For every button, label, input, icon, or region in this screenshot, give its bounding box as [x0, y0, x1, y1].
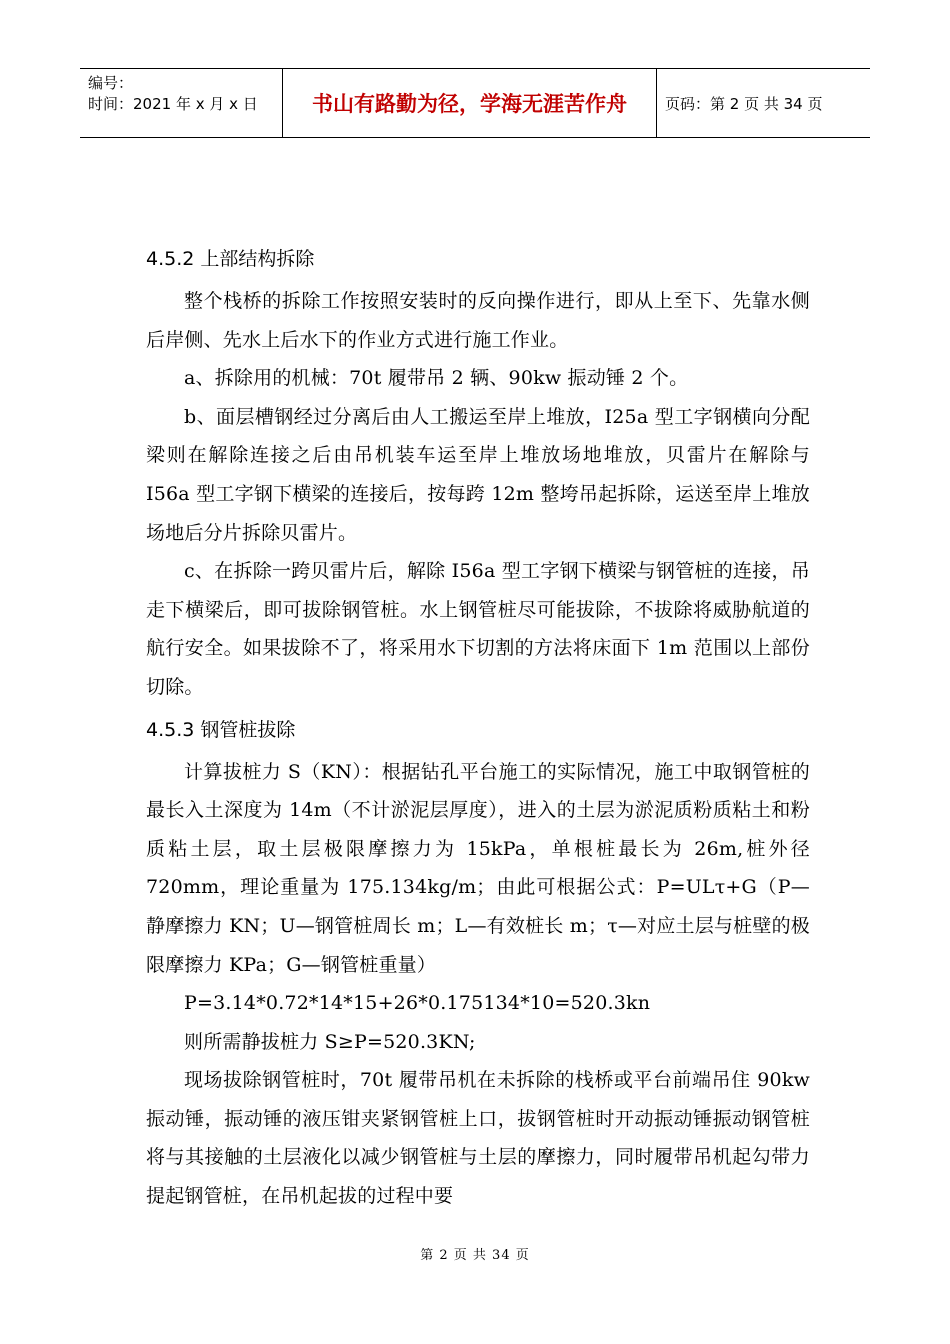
code-label: 编号： [88, 74, 134, 92]
paragraph: 计算拔桩力 S（KN）：根据钻孔平台施工的实际情况，施工中取钢管桩的最长入土深度为 14m（不计淤泥层厚度），进入的土层为淤泥质粉质粘土和粉质粘土层，取土层极限摩擦力为 15kPa，单根桩最长为 26m,桩外径 720mm，理论重量为 175.134kg/m；由此可根据公式：P=ULτ+G（P—静摩擦力 KN；U—钢管桩周长 m；L—有效桩长 m；τ—对应土层与桩壁的极限摩擦力 KPa；G—钢管桩重量） [146, 760, 810, 976]
formula-line: P=3.14*0.72*14*15+26*0.175134*10=520.3kn [184, 992, 651, 1015]
paragraph: 整个栈桥的拆除工作按照安装时的反向操作进行，即从上至下、先靠水侧后岸侧、先水上后水下的作业方式进行施工作业。 [146, 290, 810, 351]
page-header [80, 68, 870, 138]
document-body [146, 236, 810, 1216]
time-label: 时间：2021 年 x 月 x 日 [88, 95, 258, 113]
page-footer: 第 2 页 共 34 页 [420, 1248, 530, 1263]
paragraph: c、在拆除一跨贝雷片后，解除 I56a 型工字钢下横梁与钢管桩的连接，吊走下横梁后，即可拔除钢管桩。水上钢管桩尽可能拔除，不拔除将威胁航道的航行安全。如果拔除不了，将采用水下切割的方法将床面下 1m 范围以上部份切除。 [146, 560, 810, 698]
paragraph: b、面层槽钢经过分离后由人工搬运至岸上堆放，I25a 型工字钢横向分配梁则在解除连接之后由吊机装车运至岸上堆放场地堆放，贝雷片在解除与 I56a 型工字钢下横梁的连接后，按每跨 12m 整垮吊起拆除，运送至岸上堆放场地后分片拆除贝雷片。 [146, 405, 810, 544]
section-heading-453: 4.5.3 钢管桩拔除 [146, 718, 296, 741]
header-meta [80, 69, 282, 137]
paragraph: 现场拔除钢管桩时，70t 履带吊机在未拆除的栈桥或平台前端吊住 90kw 振动锤，振动锤的液压钳夹紧钢管桩上口，拔钢管桩时开动振动锤振动钢管桩将与其接触的土层液化以减少钢管桩与土层的摩擦力，同时履带吊机起勾带力提起钢管桩，在吊机起拔的过程中要 [146, 1069, 810, 1208]
paragraph: 则所需静拔桩力 S≥P=520.3KN; [184, 1030, 476, 1053]
header-page-info: 页码：第 2 页 共 34 页 [665, 94, 823, 113]
section-heading-452: 4.5.2 上部结构拆除 [146, 248, 315, 270]
paragraph: a、拆除用的机械：70t 履带吊 2 辆、90kw 振动锤 2 个。 [184, 367, 689, 390]
header-motto: 书山有路勤为径，学海无涯苦作舟 [282, 69, 657, 137]
